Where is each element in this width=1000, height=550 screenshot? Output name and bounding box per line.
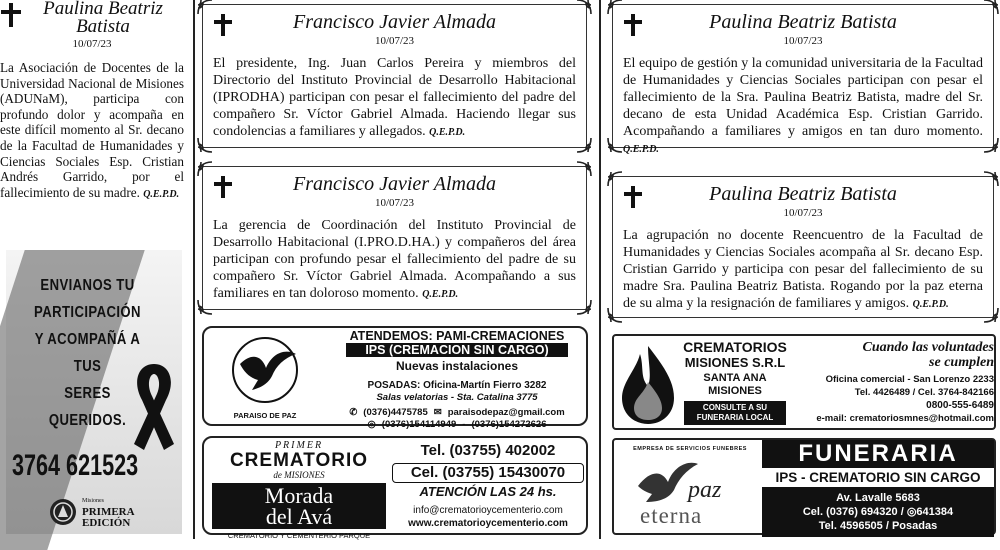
crematorios-office: Oficina comercial - San Lorenzo 2233 [825,374,994,385]
funeraria-contact-block [762,488,994,537]
notice-date: 10/07/23 [374,35,415,47]
morada-primer: PRIMER [274,440,324,451]
corner-ornament-icon [607,307,623,323]
notice-iprodha-gerencia [202,166,587,310]
morada-footer: CREMATORIO Y CEMENTERIO PARQUE [227,531,371,540]
crematorios-misiones: MISIONES [708,385,762,397]
morada-de-misiones: de MISIONES [273,470,325,480]
paraiso-address-2: Salas velatorias - Sta. Catalina 3775 [376,392,538,403]
corner-ornament-icon [607,171,623,187]
primera-edicion-emblem-icon [48,497,78,527]
corner-ornament-icon [576,299,592,315]
crematorios-santa-ana: SANTA ANA [703,372,767,384]
paz-eterna-paz: paz [688,477,722,503]
crematorios-slogan-2: se cumplen [929,355,994,370]
corner-ornament-icon [197,161,213,177]
notice-body: La Asociación de Docentes de la Universidad Nacional de Misiones (ADUNaM), participa con profundo dolor y acompaña en este difícil momento al Sr. decano de la Facultad de Humanidades y Ciencias Sociales Esp. Cristian Andrés Garrido, por el fallecimiento de su madre. Q.E.P.D. [0,60,184,200]
corner-ornament-icon [197,299,213,315]
dove-icon [210,334,320,404]
morada-tel: Tel. (03755) 402002 [420,442,556,459]
crematorios-tel: Tel. 4426489 / Cel. 3764-842166 [854,387,994,398]
ad-morada-del-ava [202,436,588,540]
paz-eterna-arc-text: EMPRESA DE SERVICIOS FUNEBRES [633,446,747,452]
corner-ornament-icon [607,137,623,153]
notice-name: Francisco Javier Almada [293,11,496,33]
flame-logo-icon [618,342,678,426]
qepd-label: Q.E.P.D. [429,127,466,138]
mail-icon: ✉ [433,407,442,418]
notice-name: Francisco Javier Almada [293,173,496,195]
paraiso-contact-row-1: ✆ (0376)4475785 ✉ paraisodepaz@gmail.com [349,407,565,418]
crematorios-free: 0800-555-6489 [926,400,994,411]
notice-body: El equipo de gestión y la comunidad universitaria de la Facultad de Humanidades y Ciencias Sociales participan con pesar el fallecimiento de la Sra. Paulina Beatriz Batista, madre del Sr. decano de esta Unidad Académica Esp. Cristian Garrido. Acompañando a familiares y amigos en tan duro momento. Q.E.P.D. [623,56,984,155]
corner-ornament-icon [983,307,999,323]
morada-web: www.crematorioycementerio.com [408,518,568,529]
corner-ornament-icon [576,161,592,177]
notice-date: 10/07/23 [374,197,415,209]
funeraria-title: FUNERARIA [762,440,994,468]
cross-icon [0,2,22,28]
qepd-label: Q.E.P.D. [623,144,659,155]
ad-crematorios-misiones [612,334,996,430]
mourning-ribbon-icon [126,360,182,455]
notice-name: Paulina Beatriz Batista [709,11,897,33]
corner-ornament-icon [983,137,999,153]
promo-phone-row [8,448,180,484]
morada-logo-block: Morada del Avá [212,483,386,529]
paraiso-logo-text: PARAISO DE PAZ [233,411,297,420]
notice-date: 10/07/23 [72,38,112,50]
phone-icon: ✆ [349,407,358,418]
crematorios-name-1: CREMATORIOS [683,339,787,355]
funeraria-tel: Tel. 4596505 / Posadas [818,520,938,532]
notice-body: El presidente, Ing. Juan Carlos Pereira y miembros del Directorio del Instituto Provincial de Desarrollo Habitacional (IPRODHA) participan con pesar el fallecimiento del padre del compañero Sr. Víctor Gabriel Almada. Haciendo llegar sus condolencias a familiares y allegados. Q.E.P.D. [213,56,576,139]
morada-email: info@crematorioycementerio.com [413,505,563,516]
crematorios-consulte: CONSULTE A SU FUNERARIA LOCAL [684,401,786,425]
notice-date: 10/07/23 [783,35,823,47]
funeraria-subtitle: IPS - CREMATORIO SIN CARGO [762,468,994,488]
qepd-label: Q.E.P.D. [422,289,459,300]
paraiso-address-1: POSADAS: Oficina-Martín Fierro 3282 [367,380,547,391]
notice-name: Paulina Beatriz Batista [43,0,163,37]
notice-iprodha-directorio [202,4,587,148]
cross-icon [623,13,643,37]
column-rule-right [599,0,601,539]
paraiso-headline-2: IPS (CREMACION SIN CARGO) [346,343,568,357]
paz-eterna-eterna: eterna [640,503,703,528]
cross-icon [623,185,643,209]
paraiso-logo [210,334,320,422]
notice-adunam [0,0,184,202]
promo-phone: 3764 621523 [12,449,139,482]
notice-body: La agrupación no docente Reencuentro de la Facultad de Humanidades y Ciencias Sociales acompaña al Sr. decano Esp. Cristian Garrido y participa con pesar del fallecimiento de su madre Sra. Paulina Beatriz Batista. Rogando por la paz eterna de su alma y la resignación de familiares y amigos. Q.E.P.D. [623,228,983,311]
cross-icon [213,175,233,199]
corner-ornament-icon [607,0,623,15]
funeraria-cel-row: Cel. (0376) 694320 / ◎641384 [802,506,954,518]
paraiso-headline-1: ATENDEMOS: PAMI-CREMACIONES [349,329,565,343]
notice-reencuentro [612,176,994,318]
morada-atencion: ATENCIÓN LAS 24 hs. [419,484,557,499]
primera-edicion-logo: Misiones PRIMERA EDICIÓN [48,494,148,530]
whatsapp-icon: ◎ [906,506,917,518]
notice-facultad-humanidades [612,4,994,155]
corner-ornament-icon [197,0,213,15]
whatsapp-icon: ◎ [367,419,376,430]
cross-icon [213,13,233,37]
corner-ornament-icon [983,0,999,15]
crematorios-email: e-mail: crematoriosmnes@hotmail.com [816,413,994,424]
corner-ornament-icon [576,0,592,15]
morada-cel: Cel. (03755) 15430070 [392,463,584,483]
promo-send-participation [6,250,182,534]
corner-ornament-icon [197,137,213,153]
notice-body: La gerencia de Coordinación del Instituto Provincial de Desarrollo Habitacional (I.PRO.D.HA.) y compañeros del área participan con profundo pesar el fallecimiento del padre de su compañero Sr. Víctor Gabriel Almada. Acompañando a sus familiares en tan doloroso momento. Q.E.P.D. [213,218,576,301]
notice-date: 10/07/23 [783,207,823,219]
corner-ornament-icon [983,171,999,187]
corner-ornament-icon [576,137,592,153]
qepd-label: Q.E.P.D. [912,299,949,310]
paraiso-subhead: Nuevas instalaciones [395,359,519,373]
column-rule-left [193,0,195,539]
crematorios-name-2: MISIONES S.R.L [684,355,786,370]
qepd-label: Q.E.P.D. [143,188,180,200]
ad-funeraria-paz-eterna [612,438,996,535]
morada-crematorio: CREMATORIO [229,450,369,471]
funeraria-address: Av. Lavalle 5683 [836,492,920,504]
crematorios-slogan-1: Cuando las voluntades [862,340,994,355]
promo-message: ENVIANOS TU PARTICIPACIÓN Y ACOMPAÑÁ A TUS SERES QUERIDOS. [34,277,141,429]
paraiso-contact-row-2: ◎ (0376)154114949 - (0376)154272626 [367,419,547,430]
paz-eterna-logo [618,444,762,532]
notice-name: Paulina Beatriz Batista [709,183,897,205]
ad-paraiso-de-paz [202,326,588,430]
